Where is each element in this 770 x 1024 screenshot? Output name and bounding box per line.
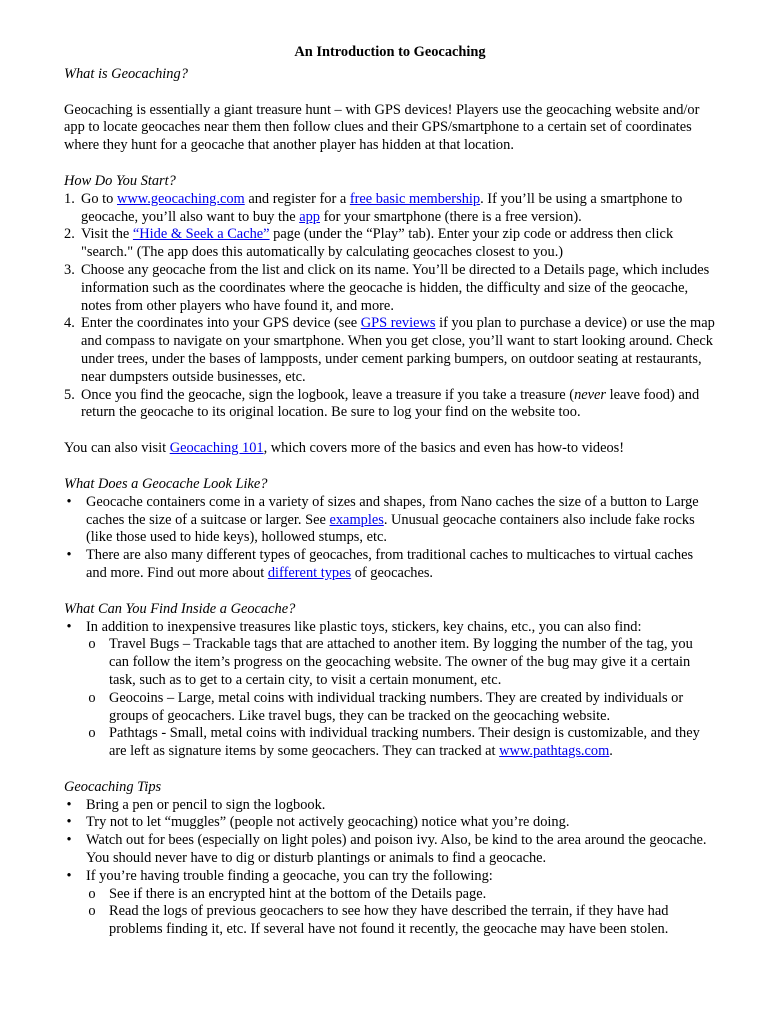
geocaching-101-link[interactable]: Geocaching 101 [169, 440, 264, 457]
inside-list [64, 619, 716, 761]
step-text: Choose any geocache from the list and click on its name. You’ll be directed to a Details page, which includes information such as the coordinates where the geocache is hidden, the difficulty and size of the geocache, notes from other players who have found it, and more. [81, 261, 710, 314]
list-item [64, 868, 716, 939]
visit-text: , which covers more of the basics and even has how-to videos! [263, 440, 625, 457]
what-is-paragraph: Geocaching is essentially a giant treasure hunt – with GPS devices! Players use the geocaching website and/or app to locate geocaches near them then follow clues and their GPS/smartphone to a certain set of coordinates where they hunt for a geocache that another player has hidden at that location. [64, 101, 700, 154]
bullet-icon: • [66, 832, 72, 849]
circle-bullet-icon: o [88, 636, 96, 653]
sub-item-text: Pathtags - Small, metal coins with individual tracking numbers. Their design is customizable, and they are left as signature items by some geocachers. They can tracked at [109, 725, 700, 760]
sub-list-item [86, 886, 716, 904]
emphasis-never: never [574, 386, 607, 403]
step-text: if you plan to purchase a device) or use the map and compass to navigate on your smartphone. When you get close, you’ll want to start looking around. Check under trees, under the bases of lampposts, under cement parking bumpers, on outdoor seating at restaurants, near dumpsters outside businesses, etc. [81, 315, 715, 385]
tips-list [64, 797, 716, 939]
item-text: There are also many different types of geocaches, from traditional caches to multicaches to virtual caches and more. Find out more about [86, 547, 694, 581]
step-text: Go to [81, 190, 117, 207]
app-link[interactable]: app [299, 208, 320, 225]
step-text: Visit the [81, 226, 133, 243]
list-item [64, 832, 716, 868]
step-item [64, 226, 716, 262]
look-like-list [64, 494, 716, 583]
item-text: In addition to inexpensive treasures like plastic toys, stickers, key chains, etc., you can also find: [86, 618, 642, 635]
document-page [64, 44, 716, 939]
pathtags-link[interactable]: www.pathtags.com [499, 743, 610, 760]
heading-look-like: What Does a Geocache Look Like? [64, 475, 268, 492]
tips-sub-list [86, 886, 716, 939]
list-item [64, 547, 716, 583]
circle-bullet-icon: o [88, 725, 96, 742]
heading-inside: What Can You Find Inside a Geocache? [64, 600, 296, 617]
item-text: If you’re having trouble finding a geocache, you can try the following: [86, 867, 493, 884]
bullet-icon: • [66, 493, 72, 510]
step-number: 3. [64, 261, 75, 278]
step-text: . If you’ll be using a smartphone to geocache, you’ll also want to buy the [81, 190, 683, 225]
step-text: Enter the coordinates into your GPS device (see [81, 315, 361, 332]
item-text: Try not to let “muggles” (people not actively geocaching) notice what you’re doing. [86, 814, 570, 831]
sub-item-text: Geocoins – Large, metal coins with individual tracking numbers. They are created by individuals or groups of geocachers. Like travel bugs, they can be tracked on the geocaching website. [109, 689, 684, 724]
bullet-icon: • [66, 618, 72, 635]
visit-text: You can also visit [64, 440, 170, 457]
visit-paragraph [64, 440, 716, 458]
step-number: 4. [64, 315, 75, 332]
bullet-icon: • [66, 867, 72, 884]
item-text: of geocaches. [351, 564, 434, 581]
step-number: 1. [64, 190, 75, 207]
sub-item-text: Travel Bugs – Trackable tags that are attached to another item. By logging the number of the tag, you can follow the item’s progress on the geocaching website. The owner of the bug may give it a certain task, such as to get to a certain city, to visit a certain monument, etc. [109, 636, 693, 688]
step-item [64, 387, 716, 423]
examples-link[interactable]: examples [329, 511, 384, 528]
step-item [64, 315, 716, 386]
steps-list [64, 191, 716, 422]
list-item [64, 494, 716, 547]
hide-seek-link[interactable]: “Hide & Seek a Cache” [132, 226, 270, 243]
bullet-icon: • [66, 814, 72, 831]
sub-item-text: See if there is an encrypted hint at the bottom of the Details page. [109, 885, 487, 902]
item-text: . Unusual geocache containers also include fake rocks (like those used to hide keys), hollowed stumps, etc. [86, 511, 695, 546]
list-item [64, 619, 716, 761]
sub-list-item [86, 636, 716, 689]
step-text: leave food) and return the geocache to its original location. Be sure to log your find on the website too. [81, 386, 700, 421]
item-text: Bring a pen or pencil to sign the logbook. [86, 796, 326, 813]
item-text: Geocache containers come in a variety of sizes and shapes, from Nano caches the size of a button to Large caches the size of a suitcase or larger. See [86, 493, 699, 528]
sub-list-item [86, 903, 716, 939]
list-item [64, 797, 716, 815]
bullet-icon: • [66, 547, 72, 564]
bullet-icon: • [66, 796, 72, 813]
step-number: 2. [64, 226, 75, 243]
heading-tips: Geocaching Tips [64, 778, 162, 795]
list-item [64, 814, 716, 832]
step-text: page (under the “Play” tab). Enter your zip code or address then click "search." (The app does this automatically by calculating geocaches closest to you.) [81, 226, 674, 261]
step-text: and register for a [244, 190, 350, 207]
geocaching-site-link[interactable]: www.geocaching.com [116, 190, 245, 207]
sub-list-item [86, 690, 716, 726]
different-types-link[interactable]: different types [267, 564, 352, 581]
circle-bullet-icon: o [88, 885, 96, 902]
heading-how-start: How Do You Start? [64, 172, 176, 189]
step-number: 5. [64, 386, 75, 403]
document-title: An Introduction to Geocaching [294, 44, 486, 60]
circle-bullet-icon: o [88, 903, 96, 920]
item-text: Watch out for bees (especially on light poles) and poison ivy. Also, be kind to the area around the geocache. You should never have to dig or disturb plantings or animals to find a geocache. [86, 832, 707, 867]
membership-link[interactable]: free basic membership [349, 190, 481, 207]
step-text: for your smartphone (there is a free version). [319, 208, 582, 225]
sub-item-text: Read the logs of previous geocachers to see how they have described the terrain, if they have had problems finding it, etc. If several have not found it recently, the geocache may have been stolen. [109, 903, 669, 938]
heading-what-is: What is Geocaching? [64, 65, 188, 82]
step-item [64, 191, 716, 227]
step-text: Once you find the geocache, sign the logbook, leave a treasure if you take a treasure ( [81, 386, 575, 403]
sub-list-item [86, 725, 716, 761]
step-item [64, 262, 716, 315]
inside-sub-list [86, 636, 716, 761]
sub-item-text: . [609, 743, 613, 760]
gps-reviews-link[interactable]: GPS reviews [360, 315, 436, 332]
circle-bullet-icon: o [88, 689, 96, 706]
